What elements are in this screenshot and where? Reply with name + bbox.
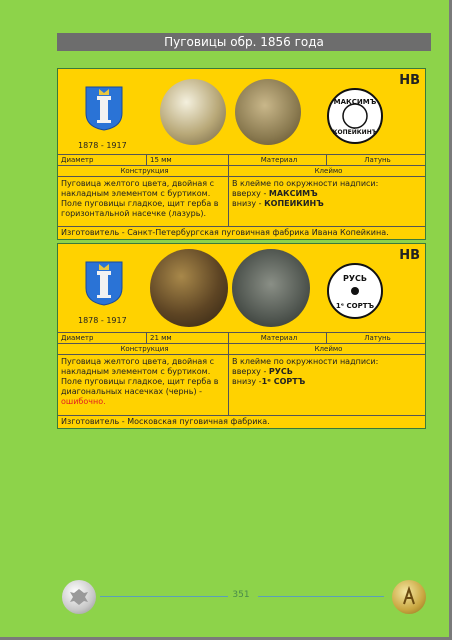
stamp-top-text: МАКСИМЪ bbox=[333, 98, 377, 106]
mark-label: Клеймо bbox=[314, 167, 343, 175]
footer-line-right bbox=[258, 596, 384, 597]
button-front-image bbox=[150, 249, 228, 327]
coat-of-arms-icon bbox=[84, 85, 124, 131]
stamp-drawing bbox=[326, 262, 384, 320]
button-front-image bbox=[160, 79, 226, 145]
maker-row bbox=[58, 226, 425, 240]
construction-label: Конструкция bbox=[120, 167, 169, 175]
diameter-value: 15 мм bbox=[150, 156, 172, 164]
stamp-bottom-text: 1ᵉ СОРТЪ bbox=[335, 302, 375, 310]
maker-text: Изготовитель - Санкт-Петербургская пуговичная фабрика Ивана Копейкина. bbox=[61, 228, 389, 237]
diameter-value: 21 мм bbox=[150, 334, 172, 342]
button-back-image bbox=[235, 79, 301, 145]
diameter-label: Диаметр bbox=[61, 156, 94, 164]
mark-label: Клеймо bbox=[314, 345, 343, 353]
stamp-bottom-text: КОПЕЙКИНЪ bbox=[332, 129, 378, 136]
maker-text: Изготовитель - Московская пуговичная фабрика. bbox=[61, 417, 270, 426]
description-row bbox=[58, 176, 425, 227]
button-card-1 bbox=[57, 68, 426, 240]
stamp-top-text: РУСЬ bbox=[343, 274, 367, 283]
description-row bbox=[58, 354, 425, 416]
stamp-drawing bbox=[326, 87, 384, 145]
footer-line-left bbox=[100, 596, 228, 597]
button-back-image bbox=[232, 249, 310, 327]
construction-description: Пуговица желтого цвета, двойная с накладным элементом с буртиком. Поле пуговицы гладкое, щит герба в диагональных насечках (чернь) - ошибочно. bbox=[58, 355, 228, 416]
image-row bbox=[58, 244, 425, 329]
error-note: ошибочно. bbox=[61, 397, 106, 406]
construction-label: Конструкция bbox=[120, 345, 169, 353]
coat-of-arms-icon bbox=[84, 260, 124, 306]
material-value: Латунь bbox=[364, 156, 391, 164]
image-row bbox=[58, 69, 425, 154]
material-label: Материал bbox=[260, 334, 298, 342]
badge-label: НВ bbox=[399, 248, 420, 263]
page-number: 351 bbox=[232, 590, 250, 600]
page-title: Пуговицы обр. 1856 года bbox=[57, 33, 431, 51]
button-card-2 bbox=[57, 243, 426, 429]
years-label: 1878 - 1917 bbox=[78, 141, 127, 150]
years-label: 1878 - 1917 bbox=[78, 316, 127, 325]
badge-label: НВ bbox=[399, 73, 420, 88]
left-medal-icon bbox=[62, 580, 96, 614]
construction-description: Пуговица желтого цвета, двойная с накладным элементом с буртиком. Поле пуговицы гладкое, щит герба в горизонтальной насечке (лазурь). bbox=[61, 179, 219, 218]
material-value: Латунь bbox=[364, 334, 391, 342]
diameter-label: Диаметр bbox=[61, 334, 94, 342]
right-medal-icon bbox=[392, 580, 426, 614]
mark-description: В клейме по окружности надписи: вверху - МАКСИМЪ внизу - КОПЕИКИНЪ bbox=[232, 179, 379, 208]
material-label: Материал bbox=[260, 156, 298, 164]
mark-description: В клейме по окружности надписи: вверху - РУСЬ внизу -1ᵉ СОРТЪ bbox=[232, 357, 379, 386]
maker-row bbox=[58, 415, 425, 429]
